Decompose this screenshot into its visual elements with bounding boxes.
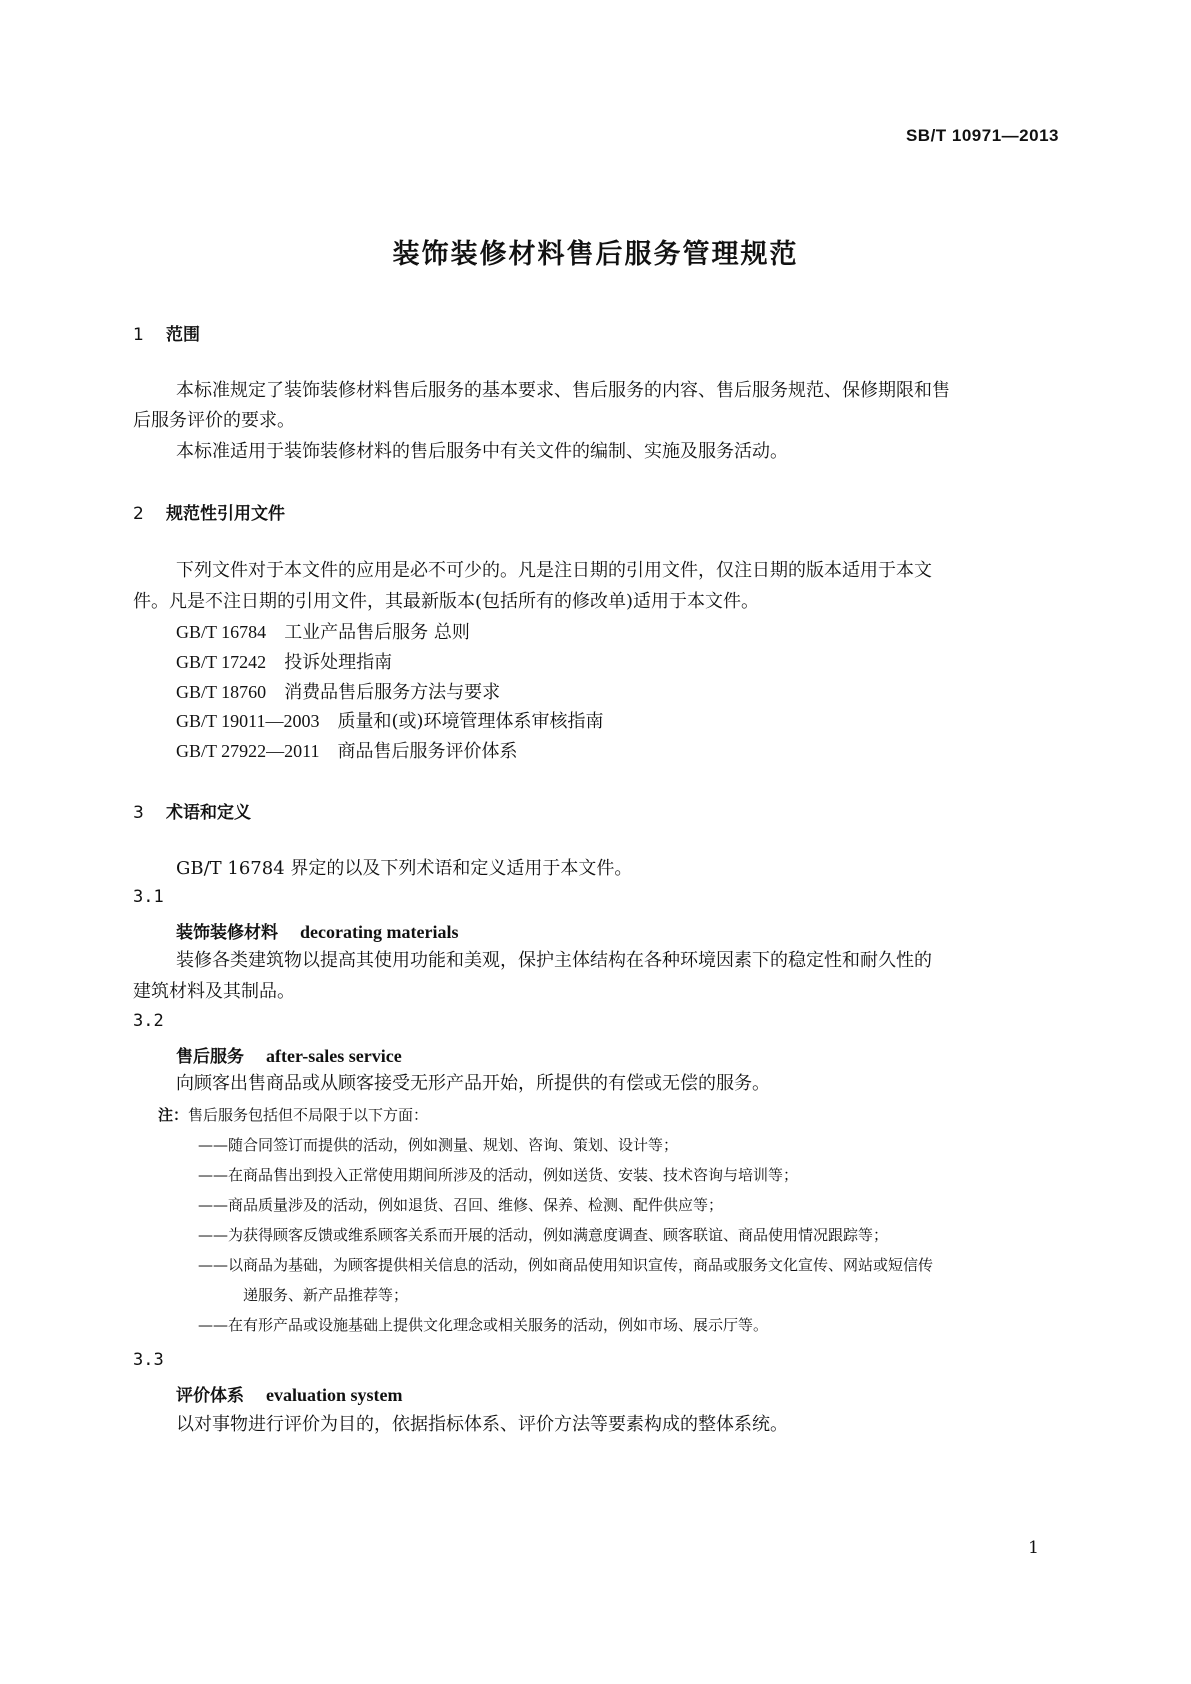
section-number: 3 [133, 803, 144, 823]
reference-item [176, 735, 518, 768]
reference-title: 工业产品售后服务 总则 [284, 622, 470, 643]
clause-number: 3.3 [133, 1350, 164, 1370]
page-number: 1 [1028, 1538, 1039, 1558]
reference-code: GB/T 18760 [176, 682, 267, 702]
term-definition-line-1: 装修各类建筑物以提高其使用功能和美观，保护主体结构在各种环境因素下的稳定性和耐久性的 [176, 950, 932, 971]
clause-number: 3.1 [133, 887, 164, 907]
note-list-item: ——在有形产品或设施基础上提供文化理念或相关服务的活动，例如市场、展示厅等。 [198, 1316, 769, 1334]
term-en: decorating materials [300, 922, 459, 942]
note-list-item: ——以商品为基础，为顾客提供相关信息的活动，例如商品使用知识宣传，商品或服务文化宣传、网站或短信传 [198, 1256, 934, 1274]
note-list-item: ——商品质量涉及的活动，例如退货、召回、维修、保养、检测、配件供应等； [198, 1196, 724, 1214]
note-label: 注： [158, 1106, 189, 1124]
term-definition-line-2: 建筑材料及其制品。 [133, 981, 295, 1002]
reference-item [176, 705, 604, 738]
standard-number: SB/T 10971—2013 [905, 126, 1059, 145]
reference-item [176, 616, 470, 649]
term-heading [176, 1381, 403, 1406]
reference-title: 商品售后服务评价体系 [337, 741, 518, 762]
reference-code: GB/T 19011—2003 [176, 711, 320, 731]
reference-title: 消费品售后服务方法与要求 [284, 682, 501, 703]
section-title: 规范性引用文件 [166, 504, 285, 524]
term-zh: 售后服务 [176, 1047, 244, 1067]
section-3-heading [133, 798, 251, 823]
term-en: after-sales service [266, 1046, 402, 1066]
note-list-item: ——随合同签订而提供的活动，例如测量、规划、咨询、策划、设计等； [198, 1136, 679, 1154]
clause-number: 3.2 [133, 1011, 164, 1031]
reference-code: GB/T 17242 [176, 652, 267, 672]
section-title: 术语和定义 [166, 803, 251, 823]
note [158, 1104, 428, 1125]
section-number: 1 [133, 325, 144, 345]
note-text: 售后服务包括但不局限于以下方面： [188, 1106, 429, 1124]
section-number: 2 [133, 504, 144, 524]
note-list-item-continued: 递服务、新产品推荐等； [243, 1286, 409, 1304]
section-1-para-2: 本标准适用于装饰装修材料的售后服务中有关文件的编制、实施及服务活动。 [176, 441, 788, 462]
reference-title: 投诉处理指南 [284, 652, 393, 673]
document-title: 装饰装修材料售后服务管理规范 [392, 239, 799, 270]
term-zh: 装饰装修材料 [176, 923, 278, 943]
term-heading [176, 918, 458, 943]
reference-code: GB/T 16784 [176, 622, 267, 642]
note-list-item: ——为获得顾客反馈或维系顾客关系而开展的活动，例如满意度调查、顾客联谊、商品使用情况跟踪等； [198, 1226, 889, 1244]
term-definition: 以对事物进行评价为目的，依据指标体系、评价方法等要素构成的整体系统。 [176, 1414, 788, 1435]
section-1-heading [133, 320, 200, 345]
term-en: evaluation system [266, 1385, 403, 1405]
term-zh: 评价体系 [176, 1386, 244, 1406]
section-2-intro-line-1: 下列文件对于本文件的应用是必不可少的。凡是注日期的引用文件，仅注日期的版本适用于本文 [176, 560, 932, 581]
reference-title: 质量和(或)环境管理体系审核指南 [337, 711, 604, 732]
reference-code: GB/T 27922—2011 [176, 741, 320, 761]
section-2-intro-line-2: 件。凡是不注日期的引用文件，其最新版本(包括所有的修改单)适用于本文件。 [133, 591, 760, 612]
section-title: 范围 [166, 325, 200, 345]
reference-item [176, 646, 392, 679]
section-1-para-1-line-1: 本标准规定了装饰装修材料售后服务的基本要求、售后服务的内容、售后服务规范、保修期限和售 [176, 380, 950, 401]
section-1-para-1-line-2: 后服务评价的要求。 [133, 410, 295, 431]
term-heading [176, 1042, 402, 1067]
term-definition: 向顾客出售商品或从顾客接受无形产品开始，所提供的有偿或无偿的服务。 [176, 1073, 770, 1094]
note-list-item: ——在商品售出到投入正常使用期间所涉及的活动，例如送货、安装、技术咨询与培训等； [198, 1166, 799, 1184]
section-3-intro: GB/T 16784 界定的以及下列术语和定义适用于本文件。 [176, 858, 633, 879]
section-2-heading [133, 499, 285, 524]
